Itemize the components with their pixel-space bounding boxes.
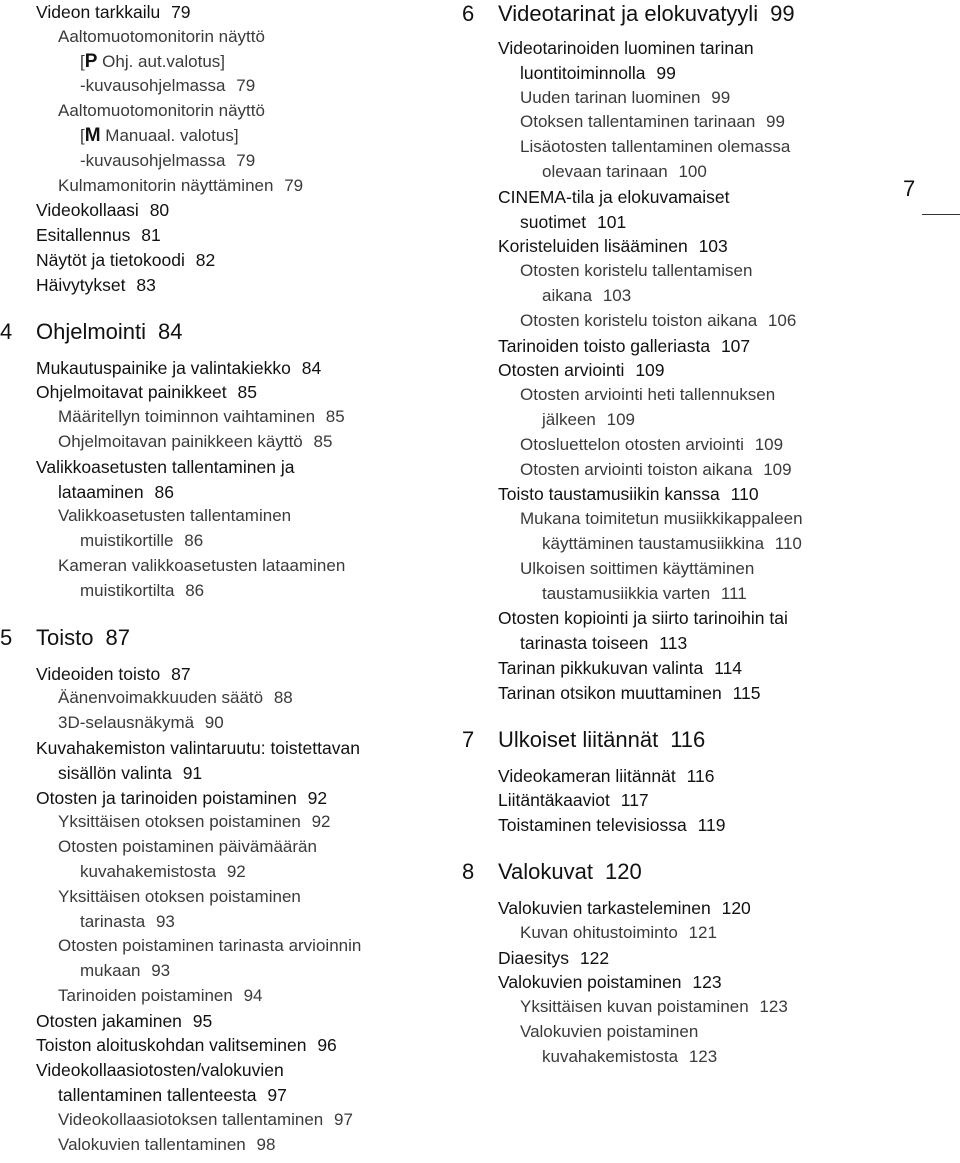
toc-entry xyxy=(462,681,902,706)
toc-entry-text: Videokollaasiotoksen tallentaminen xyxy=(58,1109,324,1129)
toc-page-number: 95 xyxy=(192,1010,213,1031)
toc-entry-text: Häivytykset xyxy=(36,274,126,295)
toc-entry-continuation-text: kuvahakemistosta xyxy=(80,861,217,881)
toc-entry-text: Tarinan otsikon muuttaminen xyxy=(498,682,722,703)
toc-left-column xyxy=(0,0,450,1157)
toc-entry-continuation-text: tarinasta xyxy=(80,911,146,931)
toc-entry-text: Lisäotosten tallentaminen olemassa xyxy=(520,137,791,157)
toc-entry-continuation-text: mukaan xyxy=(80,961,141,981)
toc-entry xyxy=(462,383,902,433)
toc-page-number: 123 xyxy=(759,997,788,1017)
toc-entry-text: Liitäntäkaaviot xyxy=(498,790,610,811)
toc-list xyxy=(462,764,902,838)
toc-list xyxy=(462,36,902,706)
toc-entry xyxy=(462,921,902,946)
toc-entry-continuation xyxy=(520,532,902,557)
toc-entry-text: Toistaminen televisiossa xyxy=(498,815,687,836)
toc-entry-text: Mukana toimitetun musiikkikappaleen xyxy=(520,509,803,529)
toc-page-number: 94 xyxy=(243,985,263,1005)
toc-entry-text: Videokollaasiotosten/valokuvien xyxy=(36,1060,284,1081)
toc-entry-continuation-text: muistikortille xyxy=(80,531,174,551)
toc-entry-text: Valokuvien tarkasteleminen xyxy=(498,897,711,918)
toc-entry-text: Kuvan ohitustoiminto xyxy=(520,922,678,942)
chapter-heading xyxy=(462,0,902,28)
toc-entry xyxy=(0,711,450,736)
toc-entry-text: Tarinoiden poistaminen xyxy=(58,985,233,1005)
chapter-page: 99 xyxy=(770,1,795,26)
toc-entry xyxy=(462,656,902,681)
toc-entry-text: Valokuvien poistaminen xyxy=(520,1021,699,1041)
toc-entry-text: Otosten arviointi xyxy=(498,360,625,381)
toc-entry-continuation xyxy=(520,160,902,185)
toc-page-number: 101 xyxy=(597,211,627,232)
chapter-page: 84 xyxy=(158,318,183,344)
toc-page-number: 79 xyxy=(284,175,304,195)
toc-entry-text: Yksittäisen kuvan poistaminen xyxy=(520,997,749,1017)
toc-entry xyxy=(462,606,902,656)
toc-page-number: 97 xyxy=(334,1109,353,1129)
toc-entry-continuation-text: tallentaminen tallenteesta xyxy=(58,1085,257,1106)
toc-entry xyxy=(0,74,450,99)
toc-entry-text: Videotarinoiden luominen tarinan xyxy=(498,38,754,58)
toc-page-number: 107 xyxy=(720,335,751,356)
toc-page-number: 116 xyxy=(686,765,715,786)
toc-page-number: 97 xyxy=(267,1085,287,1106)
toc-entry xyxy=(0,1033,450,1058)
chapter-title: Valokuvat xyxy=(498,858,593,884)
toc-page-number: 110 xyxy=(730,484,759,505)
toc-entry-text: Ohjelmoitavan painikkeen käyttö xyxy=(58,431,303,451)
toc-entry xyxy=(0,430,450,455)
toc-entry xyxy=(462,86,902,111)
toc-page-number: 91 xyxy=(182,762,203,783)
chapter-page: 120 xyxy=(604,858,642,884)
toc-entry xyxy=(462,334,902,359)
chapter-page: 87 xyxy=(105,624,130,650)
toc-page-number: 85 xyxy=(325,407,345,427)
toc-entry xyxy=(462,813,902,838)
toc-page-number: 122 xyxy=(579,947,610,968)
toc-page-number: 79 xyxy=(236,150,256,170)
toc-entry xyxy=(0,223,450,248)
toc-entry xyxy=(0,1058,450,1108)
toc-entry-continuation xyxy=(520,408,902,433)
toc-entry xyxy=(0,1108,450,1133)
toc-page-number: 81 xyxy=(141,225,161,246)
toc-entry xyxy=(462,557,902,607)
toc-entry xyxy=(0,736,450,786)
toc-entry-text: Yksittäisen otoksen poistaminen xyxy=(58,812,301,832)
toc-entry-continuation-text: kuvahakemistosta xyxy=(542,1046,679,1066)
toc-entry-text: Tarinoiden toisto galleriasta xyxy=(498,335,711,356)
toc-entry xyxy=(462,36,902,86)
toc-entry xyxy=(462,433,902,458)
toc-entry-continuation-text: jälkeen xyxy=(542,409,596,429)
toc-page-number: 92 xyxy=(307,787,328,808)
toc-entry xyxy=(0,405,450,430)
toc-page-number: 93 xyxy=(151,961,171,981)
toc-entry xyxy=(0,198,450,223)
toc-entry-text: Otosluettelon otosten arviointi xyxy=(520,434,744,454)
toc-entry xyxy=(462,1020,902,1070)
toc-page-number: 115 xyxy=(732,682,761,703)
toc-entry xyxy=(462,358,902,383)
toc-entry xyxy=(0,50,450,75)
toc-entry-text: Valikkoasetusten tallentaminen ja xyxy=(36,456,295,477)
toc-entry-text: Videokameran liitännät xyxy=(498,765,676,786)
toc-entry-continuation-text: suotimet xyxy=(520,211,587,232)
toc-entry-continuation-text: olevaan tarinaan xyxy=(542,161,668,181)
toc-entry xyxy=(0,835,450,885)
toc-entry xyxy=(0,810,450,835)
toc-page-number: 87 xyxy=(171,663,191,684)
toc-entry-text: -kuvausohjelmassa xyxy=(80,150,226,170)
toc-page-number: 109 xyxy=(635,360,665,381)
toc-entry-continuation xyxy=(36,480,450,505)
mode-letter-icon: P xyxy=(84,50,98,72)
toc-entry xyxy=(0,984,450,1009)
toc-entry xyxy=(0,1009,450,1034)
toc-page-number: 99 xyxy=(766,112,785,132)
toc-entry xyxy=(462,764,902,789)
toc-entry xyxy=(0,25,450,50)
toc-entry-text: 3D-selausnäkymä xyxy=(58,713,195,733)
toc-entry-continuation xyxy=(36,1083,450,1108)
toc-entry-continuation-text: käyttäminen taustamusiikkina xyxy=(542,533,765,553)
toc-entry-continuation xyxy=(58,529,450,554)
toc-entry-continuation-text: muistikortilta xyxy=(80,580,175,600)
toc-entry xyxy=(0,662,450,687)
toc-entry-continuation xyxy=(58,860,450,885)
toc-page-number: 99 xyxy=(656,62,676,83)
toc-entry-text: Yksittäisen otoksen poistaminen xyxy=(58,886,301,906)
toc-page-number: 84 xyxy=(301,357,322,378)
toc-entry xyxy=(462,185,902,235)
toc-entry-text: Kameran valikkoasetusten lataaminen xyxy=(58,555,346,575)
toc-list xyxy=(0,662,450,1158)
toc-entry xyxy=(462,970,902,995)
toc-page-number: 86 xyxy=(185,580,205,600)
toc-page-number: 113 xyxy=(659,633,688,654)
toc-page-number: 99 xyxy=(711,87,731,107)
toc-entry-continuation xyxy=(498,631,902,656)
toc-entry-text: Tarinan pikkukuvan valinta xyxy=(498,657,704,678)
toc-entry-text: Valikkoasetusten tallentaminen xyxy=(58,506,292,526)
toc-entry-continuation xyxy=(498,61,902,86)
toc-entry xyxy=(462,896,902,921)
toc-page-number: 121 xyxy=(688,922,717,942)
toc-page-number: 96 xyxy=(317,1035,337,1056)
toc-entry-text: Aaltomuotomonitorin näyttö xyxy=(58,101,265,121)
toc-list xyxy=(0,0,450,298)
chapter-heading xyxy=(462,726,902,754)
chapter-title: Ulkoiset liitännät xyxy=(498,726,659,752)
toc-entry xyxy=(0,380,450,405)
toc-entry xyxy=(0,934,450,984)
toc-page-number: 100 xyxy=(678,161,707,181)
toc-entry xyxy=(462,507,902,557)
toc-entry xyxy=(0,0,450,25)
toc-page-number: 120 xyxy=(721,897,751,918)
toc-entry-text: Otosten poistaminen tarinasta arvioinnin xyxy=(58,936,362,956)
toc-entry-text: Valokuvien poistaminen xyxy=(498,972,682,993)
toc-entry xyxy=(462,946,902,971)
toc-entry xyxy=(462,234,902,259)
toc-page-number: 110 xyxy=(774,533,802,553)
toc-entry-continuation xyxy=(520,284,902,309)
toc-entry-text: Aaltomuotomonitorin näyttö xyxy=(58,26,265,46)
chapter-title: Toisto xyxy=(36,624,94,650)
toc-entry-text: Otoksen tallentaminen tarinaan xyxy=(520,112,756,132)
toc-page-number: 83 xyxy=(136,274,156,295)
chapter-number: 7 xyxy=(462,726,475,752)
toc-entry xyxy=(0,554,450,604)
toc-entry-continuation xyxy=(58,959,450,984)
toc-list xyxy=(0,356,450,604)
toc-entry-continuation xyxy=(58,910,450,935)
chapter-tab-divider xyxy=(922,214,960,215)
toc-entry xyxy=(0,124,450,149)
toc-entry-text: Kulmamonitorin näyttäminen xyxy=(58,175,274,195)
toc-entry xyxy=(462,110,902,135)
chapter-title: Videotarinat ja elokuvatyyli xyxy=(498,1,759,26)
toc-entry-text: Videoiden toisto xyxy=(36,663,161,684)
toc-entry-text: Ohj. aut.valotus] xyxy=(102,51,225,71)
toc-entry-text: Toiston aloituskohdan valitseminen xyxy=(36,1035,307,1056)
toc-entry-continuation-text: aikana xyxy=(542,285,593,305)
toc-page-number: 109 xyxy=(754,434,784,454)
toc-entry xyxy=(0,356,450,381)
toc-entry-text: Otosten poistaminen päivämäärän xyxy=(58,837,317,857)
toc-entry-text: -kuvausohjelmassa xyxy=(80,76,226,96)
toc-page-number: 98 xyxy=(256,1134,276,1154)
mode-icon: [M xyxy=(80,124,101,146)
toc-entry xyxy=(462,135,902,185)
toc-entry-text: Ohjelmoitavat painikkeet xyxy=(36,382,227,403)
chapter-heading xyxy=(0,624,450,652)
toc-entry-text: CINEMA-tila ja elokuvamaiset xyxy=(498,186,730,207)
toc-page-number: 117 xyxy=(620,790,649,811)
toc-entry-text: Diaesitys xyxy=(498,947,569,968)
mode-icon: [P xyxy=(80,50,98,72)
toc-page-number: 93 xyxy=(155,911,175,931)
toc-entry-text: Kuvahakemiston valintaruutu: toistettavan xyxy=(36,737,360,758)
toc-entry-text: Otosten ja tarinoiden poistaminen xyxy=(36,787,297,808)
toc-entry xyxy=(462,788,902,813)
toc-entry xyxy=(462,259,902,309)
chapter-title: Ohjelmointi xyxy=(36,318,147,344)
toc-entry xyxy=(0,174,450,199)
toc-entry xyxy=(0,686,450,711)
toc-entry-text: Otosten koristelu toiston aikana xyxy=(520,310,758,330)
toc-entry-continuation xyxy=(520,582,902,607)
toc-entry-text: Mukautuspainike ja valintakiekko xyxy=(36,357,291,378)
toc-entry xyxy=(0,885,450,935)
mode-letter-icon: M xyxy=(84,124,101,146)
toc-right-column xyxy=(462,0,902,1069)
chapter-number: 5 xyxy=(0,624,13,650)
toc-page-number: 109 xyxy=(763,459,792,479)
toc-page-number: 90 xyxy=(204,713,224,733)
toc-page-number: 80 xyxy=(149,200,170,221)
toc-entry-continuation xyxy=(520,1045,902,1070)
chapter-number: 8 xyxy=(462,858,475,884)
toc-page-number: 111 xyxy=(720,583,747,603)
toc-page-number: 88 xyxy=(273,688,293,708)
toc-entry-text: Valokuvien tallentaminen xyxy=(58,1134,246,1154)
toc-entry-text: Määritellyn toiminnon vaihtaminen xyxy=(58,407,316,427)
toc-entry xyxy=(0,455,450,505)
toc-entry-text: Otosten arviointi toiston aikana xyxy=(520,459,753,479)
toc-page-number: 109 xyxy=(606,409,635,429)
toc-entry-continuation xyxy=(58,579,450,604)
toc-page-number: 123 xyxy=(688,1046,718,1066)
toc-entry xyxy=(0,786,450,811)
toc-page-number: 119 xyxy=(697,815,726,836)
toc-entry-text: Koristeluiden lisääminen xyxy=(498,236,688,257)
toc-entry-text: Näytöt ja tietokoodi xyxy=(36,249,185,270)
toc-entry-text: Äänenvoimakkuuden säätö xyxy=(58,688,264,708)
toc-entry-continuation xyxy=(36,761,450,786)
toc-entry xyxy=(462,482,902,507)
toc-entry-text: Ulkoisen soittimen käyttäminen xyxy=(520,558,755,578)
toc-entry-continuation-text: sisällön valinta xyxy=(58,762,172,783)
toc-entry xyxy=(0,248,450,273)
toc-entry-text: Otosten jakaminen xyxy=(36,1010,182,1031)
toc-page-number: 114 xyxy=(714,657,743,678)
toc-entry xyxy=(462,995,902,1020)
toc-entry-text: Esitallennus xyxy=(36,225,131,246)
toc-entry xyxy=(0,149,450,174)
toc-entry-text: Videokollaasi xyxy=(36,200,139,221)
toc-entry-text: Otosten koristelu tallentamisen xyxy=(520,261,753,281)
toc-page-number: 86 xyxy=(154,481,174,502)
chapter-heading xyxy=(462,858,902,886)
toc-page-number: 79 xyxy=(236,76,256,96)
toc-page-number: 86 xyxy=(184,531,204,551)
toc-entry-text: Toisto taustamusiikin kanssa xyxy=(498,484,720,505)
toc-entry-continuation-text: taustamusiikkia varten xyxy=(542,583,711,603)
chapter-number: 4 xyxy=(0,318,13,344)
toc-entry xyxy=(462,309,902,334)
toc-page-number: 79 xyxy=(171,2,191,22)
toc-entry xyxy=(0,504,450,554)
toc-page-number: 123 xyxy=(692,972,722,993)
toc-entry-continuation-text: luontitoiminnolla xyxy=(520,62,646,83)
toc-page-number: 103 xyxy=(602,285,632,305)
toc-entry-text: Manuaal. valotus] xyxy=(105,125,239,145)
toc-entry xyxy=(462,458,902,483)
toc-entry-text: Otosten kopiointi ja siirto tarinoihin tai xyxy=(498,608,788,629)
toc-page-number: 92 xyxy=(311,812,331,832)
chapter-tab-number: 7 xyxy=(903,176,916,201)
toc-list xyxy=(462,896,902,1070)
toc-page-number: 85 xyxy=(237,382,257,403)
toc-entry xyxy=(0,273,450,298)
toc-page-number: 106 xyxy=(767,310,797,330)
chapter-number: 6 xyxy=(462,1,475,26)
toc-entry-continuation xyxy=(498,210,902,235)
toc-entry-text: Otosten arviointi heti tallennuksen xyxy=(520,385,776,405)
toc-entry-continuation-text: tarinasta toiseen xyxy=(520,633,649,654)
chapter-page: 116 xyxy=(670,726,706,752)
toc-page-number: 103 xyxy=(698,236,728,257)
chapter-heading xyxy=(0,318,450,346)
toc-entry-text: Uuden tarinan luominen xyxy=(520,87,701,107)
toc-entry-text: Videon tarkkailu xyxy=(36,2,161,22)
toc-entry xyxy=(0,99,450,124)
toc-page-number: 82 xyxy=(195,249,216,270)
toc-entry xyxy=(0,1133,450,1158)
toc-page-number: 85 xyxy=(313,431,333,451)
toc-entry-continuation-text: lataaminen xyxy=(58,481,144,502)
toc-page-number: 92 xyxy=(226,861,246,881)
